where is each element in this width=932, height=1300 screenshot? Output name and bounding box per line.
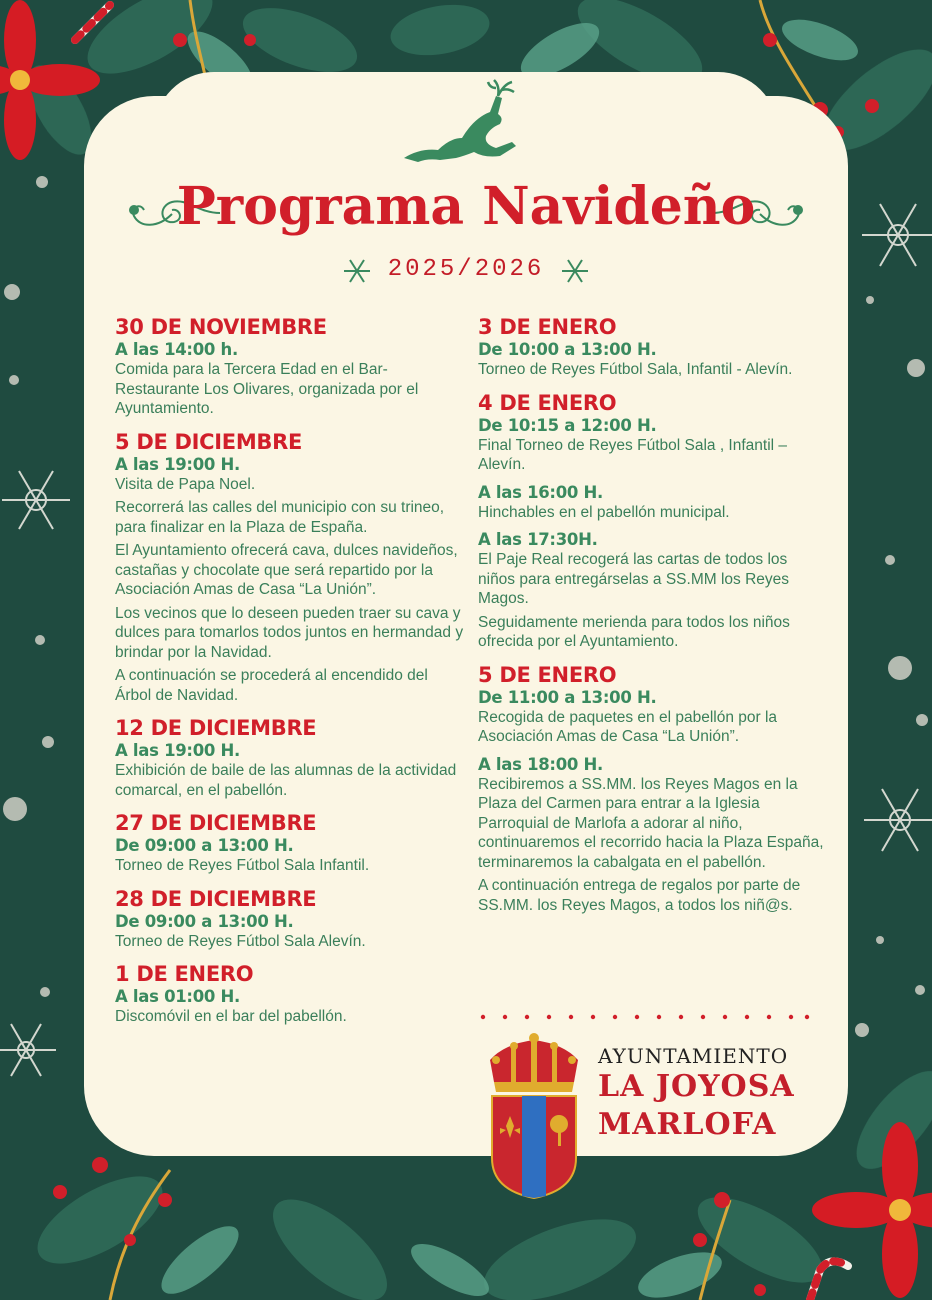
event-1-enero <box>115 961 465 1027</box>
event-time: A las 01:00 H. <box>115 987 241 1006</box>
event-description: Visita de Papa Noel. <box>115 475 256 493</box>
event-time: De 11:00 a 13:00 H. <box>478 687 657 707</box>
event-description: Seguidamente merienda para todos los niños ofrecida por el Ayuntamiento. <box>478 613 790 650</box>
reindeer-icon <box>400 78 530 170</box>
left-column <box>115 314 465 1031</box>
event-description: Torneo de Reyes Fútbol Sala, Infantil - Alevín. <box>478 361 793 378</box>
event-5-enero <box>478 662 828 747</box>
event-date: 30 DE NOVIEMBRE <box>115 315 327 339</box>
event-date: 1 DE ENERO <box>115 962 254 986</box>
event-time: De 09:00 a 13:00 H. <box>115 911 294 931</box>
event-4-enero-1600 <box>478 483 828 523</box>
event-date: 28 DE DICIEMBRE <box>115 886 317 911</box>
event-27-diciembre <box>115 810 465 876</box>
event-5-enero-1800 <box>478 755 828 916</box>
event-description: Recogida de paquetes en el pabellón por la Asociación Amas de Casa “La Unión”. <box>478 708 778 745</box>
event-time: A las 18:00 H. <box>478 754 604 774</box>
event-5-diciembre <box>115 429 465 706</box>
event-time: De 10:00 a 13:00 H. <box>478 340 657 359</box>
town-logo-text <box>598 1044 795 1144</box>
event-date: 3 DE ENERO <box>478 315 617 339</box>
dotted-divider <box>480 1014 810 1020</box>
event-description: Recibiremos a SS.MM. los Reyes Magos en la Plaza del Carmen para entrar a la Iglesia Parroquial de Marlofa a adorar al niño, continuaremos el recorrido hacia la Plaza España, terminaremos la cabalgata en el pabellón. <box>478 775 824 871</box>
event-description: Comida para la Tercera Edad en el Bar-Restaurante Los Olivares, organizada por el Ayuntamiento. <box>115 361 419 417</box>
event-date: 5 DE ENERO <box>478 662 617 687</box>
event-4-enero <box>478 390 828 475</box>
event-time: A las 19:00 H. <box>115 741 241 760</box>
page-title: Programa Navideño <box>176 176 756 237</box>
event-description: Recorrerá las calles del municipio con su trineo, para finalizar en la Plaza de España. <box>115 499 445 536</box>
event-description: Discomóvil en el bar del pabellón. <box>115 1008 347 1025</box>
ayuntamiento-label: AYUNTAMIENTO <box>598 1044 789 1068</box>
coat-of-arms-icon <box>484 1030 584 1200</box>
event-date: 4 DE ENERO <box>478 390 617 415</box>
event-time: De 10:15 a 12:00 H. <box>478 415 657 435</box>
event-12-diciembre <box>115 715 465 800</box>
event-3-enero <box>478 314 828 380</box>
event-28-diciembre <box>115 886 465 952</box>
event-time: A las 17:30H. <box>478 530 598 549</box>
event-description: Los vecinos que lo deseen pueden traer su cava y dulces para tomarlos todos juntos en hermandad y brindar por la Navidad. <box>115 604 464 661</box>
event-description: Torneo de Reyes Fútbol Sala Infantil. <box>115 857 370 874</box>
event-description: Final Torneo de Reyes Fútbol Sala , Infantil – Alevín. <box>478 436 788 473</box>
event-description: A continuación se procederá al encendido del Árbol de Navidad. <box>115 667 428 704</box>
event-date: 27 DE DICIEMBRE <box>115 811 317 835</box>
event-description: A continuación entrega de regalos por parte de SS.MM. los Reyes Magos, a todos los niñ@s. <box>478 877 801 914</box>
town-name-line2: MARLOFA <box>598 1107 777 1142</box>
event-description: Exhibición de baile de las alumnas de la actividad comarcal, en el pabellón. <box>115 762 457 799</box>
event-date: 12 DE DICIEMBRE <box>115 716 317 740</box>
event-4-enero-1730 <box>478 530 828 652</box>
event-description: El Ayuntamiento ofrecerá cava, dulces navideños, castañas y chocolate que será repartido por la Asociación Amas de Casa “La Unión”. <box>115 542 458 598</box>
event-date: 5 DE DICIEMBRE <box>115 429 303 454</box>
event-30-noviembre <box>115 314 465 419</box>
event-time: A las 16:00 H. <box>478 482 604 502</box>
event-description: El Paje Real recogerá las cartas de todos los niños para entregárselas a SS.MM los Reyes Magos. <box>478 551 790 607</box>
town-name-line1: LA JOYOSA <box>598 1069 795 1104</box>
right-column <box>478 314 828 919</box>
event-time: A las 19:00 H. <box>115 454 241 474</box>
snowflake-icon <box>560 256 590 286</box>
event-description: Hinchables en el pabellón municipal. <box>478 503 730 521</box>
years-label: 2025/2026 <box>387 256 545 283</box>
event-time: De 09:00 a 13:00 H. <box>115 836 294 855</box>
event-description: Torneo de Reyes Fútbol Sala Alevín. <box>115 932 366 950</box>
event-time: A las 14:00 h. <box>115 340 238 359</box>
